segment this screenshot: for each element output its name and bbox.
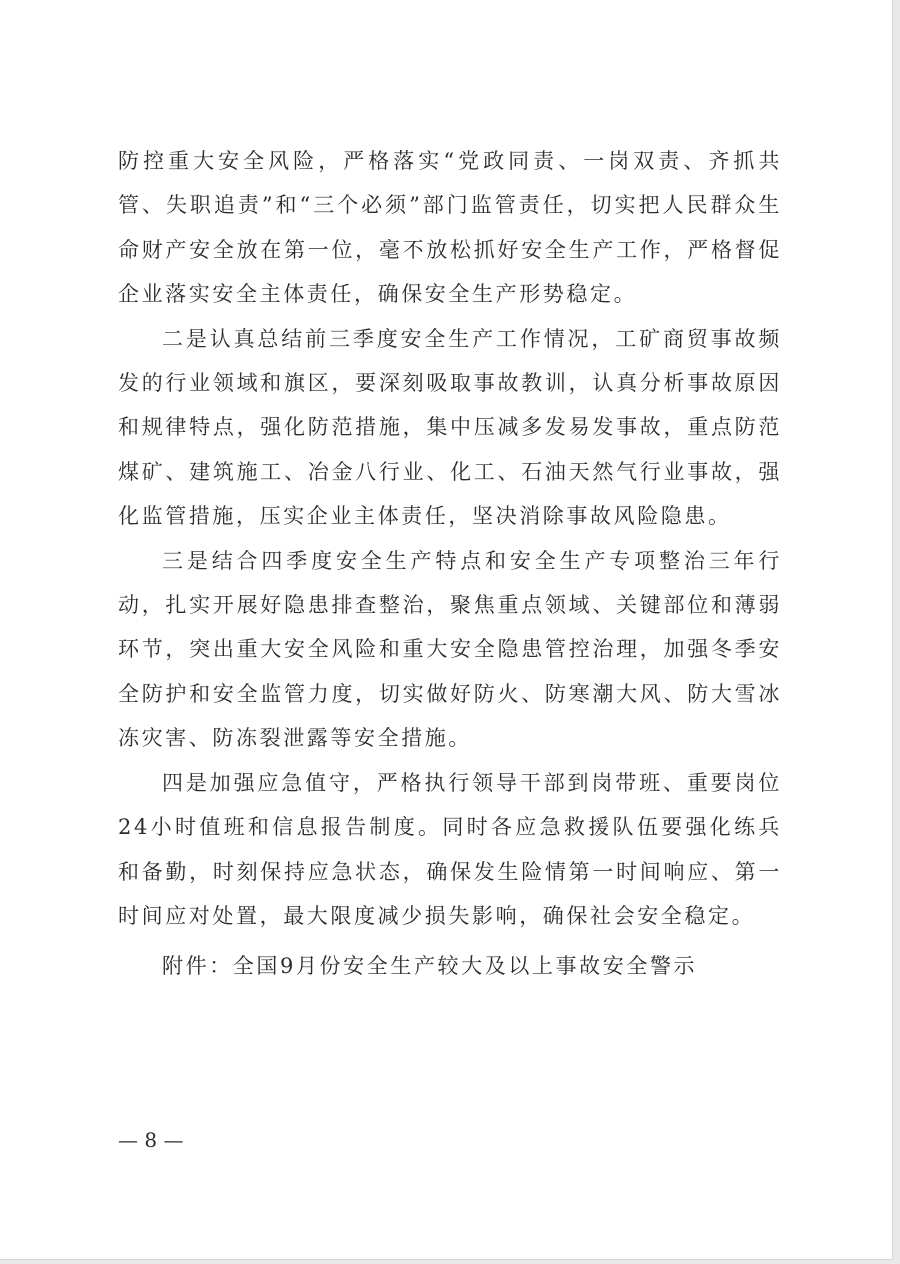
paragraph-item-four: 四是加强应急值守，严格执行领导干部到岗带班、重要岗位24小时值班和信息报告制度。同时各应急救援队伍要强化练兵和备勤，时刻保持应急状态，确保发生险情第一时间响应、第一时间应对处置，最大限度减少损失影响，确保社会安全稳定。	[118, 770, 782, 928]
document-body	[118, 139, 782, 938]
paragraph-continuation: 防控重大安全风险，严格落实“党政同责、一岗双责、齐抓共管、失职追责”和“三个必须”部门监管责任，切实把人民群众生命财产安全放在第一位，毫不放松抓好安全生产工作，严格督促企业落实安全主体责任，确保安全生产形势稳定。	[118, 149, 782, 307]
paragraph-item-three: 三是结合四季度安全生产特点和安全生产专项整治三年行动，扎实开展好隐患排查整治，聚焦重点领域、关键部位和薄弱环节，突出重大安全风险和重大安全隐患管控治理，加强冬季安全防护和安全监管力度，切实做好防火、防寒潮大风、防大雪冰冻灾害、防冻裂泄露等安全措施。	[118, 548, 782, 751]
attachment-note: 附件：全国9月份安全生产较大及以上事故安全警示	[162, 954, 698, 978]
paragraph-item-two: 二是认真总结前三季度安全生产工作情况，工矿商贸事故频发的行业领域和旗区，要深刻吸取事故教训，认真分析事故原因和规律特点，强化防范措施，集中压减多发易发事故，重点防范煤矿、建筑施工、冶金八行业、化工、石油天然气行业事故，强化监管措施，压实企业主体责任，坚决消除事故风险隐患。	[118, 326, 782, 529]
page-number: — 8 —	[118, 1128, 184, 1152]
